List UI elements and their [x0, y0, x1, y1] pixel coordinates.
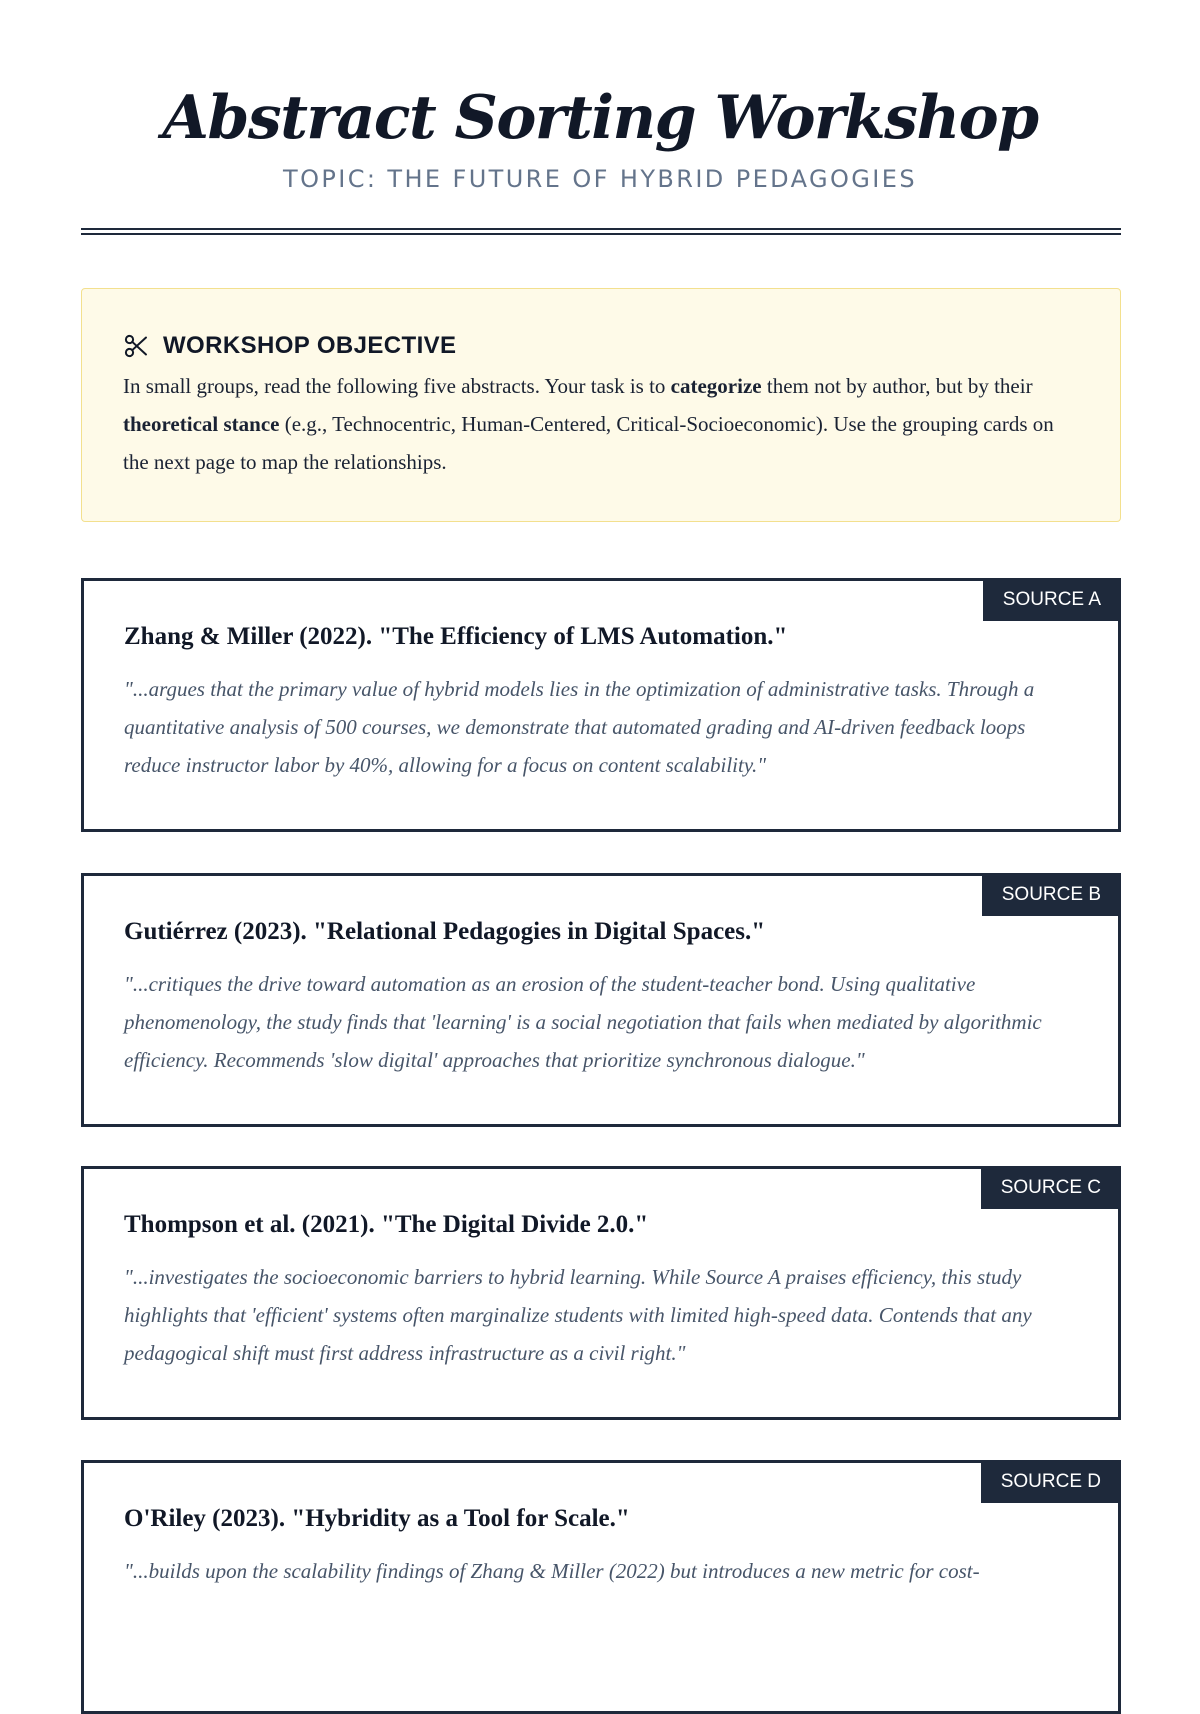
- source-card-a: [81, 578, 1121, 832]
- objective-header: [123, 331, 1080, 361]
- objective-bold-stance: theoretical stance: [123, 412, 280, 436]
- source-abstract: "...builds upon the scalability findings of Zhang & Miller (2022) but introduces a new metric for cost-: [124, 1559, 980, 1583]
- page-subtitle: TOPIC: THE FUTURE OF HYBRID PEDAGOGIES: [283, 165, 917, 193]
- workshop-objective-box: [81, 288, 1121, 522]
- scissors-icon: [123, 333, 149, 359]
- source-title: Thompson et al. (2021). "The Digital Divide 2.0.": [124, 1211, 649, 1238]
- source-badge: SOURCE B: [982, 873, 1121, 916]
- objective-text-part: (e.g., Technocentric, Human-Centered, Critical-Socioeconomic). Use the grouping cards on the next page to map the relationships.: [123, 412, 1054, 474]
- source-title: Gutiérrez (2023). "Relational Pedagogies in Digital Spaces.": [124, 918, 766, 945]
- source-badge: SOURCE D: [981, 1460, 1121, 1503]
- source-badge: SOURCE A: [983, 578, 1121, 621]
- objective-text-part: them not by author, but by their: [761, 374, 1033, 398]
- objective-text-part: In small groups, read the following five abstracts. Your task is to: [123, 374, 671, 398]
- header-double-rule: [81, 228, 1121, 235]
- page-header: [0, 0, 1200, 194]
- source-title: Zhang & Miller (2022). "The Efficiency of LMS Automation.": [124, 623, 788, 650]
- objective-heading: WORKSHOP OBJECTIVE: [163, 332, 457, 359]
- source-abstract: "...argues that the primary value of hybrid models lies in the optimization of administrative tasks. Through a quantitative analysis of 500 courses, we demonstrate that automated grading and AI-driven feedback loops reduce instructor labor by 40%, allowing for a focus on content scalability.": [124, 677, 1035, 777]
- source-abstract: "...critiques the drive toward automation as an erosion of the student-teacher bond. Using qualitative phenomenology, the study finds that 'learning' is a social negotiation that fails when mediated by algorithmic efficiency. Recommends 'slow digital' approaches that prioritize synchronous dialogue.": [124, 972, 1042, 1072]
- objective-bold-categorize: categorize: [670, 374, 762, 398]
- source-card-c: [81, 1166, 1121, 1420]
- page-title: Abstract Sorting Workshop: [162, 83, 1038, 153]
- source-title: O'Riley (2023). "Hybridity as a Tool for Scale.": [124, 1505, 630, 1532]
- source-abstract: "...investigates the socioeconomic barriers to hybrid learning. While Source A praises efficiency, this study highlights that 'efficient' systems often marginalize students with limited high-speed data. Contends that any pedagogical shift must first address infrastructure as a civil right.": [124, 1265, 1032, 1365]
- source-badge: SOURCE C: [981, 1166, 1121, 1209]
- objective-text: [123, 367, 1080, 481]
- source-card-b: [81, 873, 1121, 1127]
- source-card-d: [81, 1460, 1121, 1714]
